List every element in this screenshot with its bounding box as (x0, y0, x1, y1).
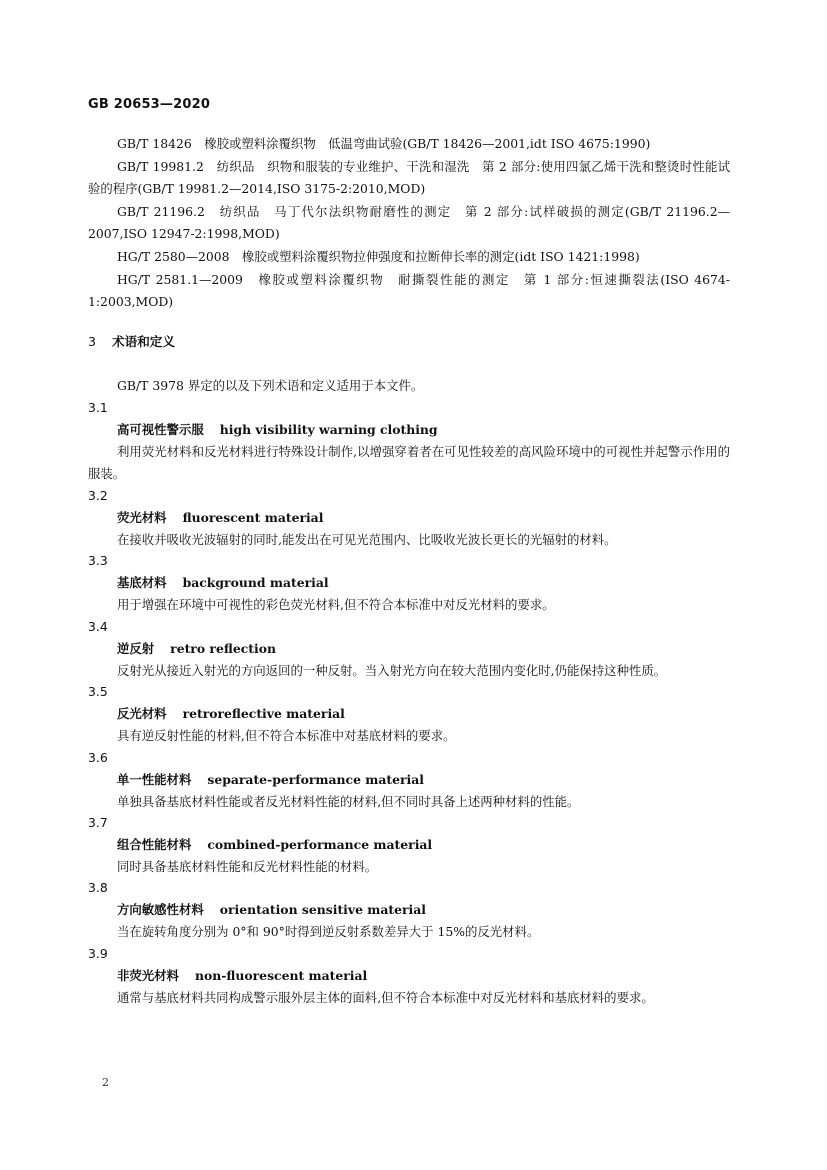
reference-entry: GB/T 19981.2 纺织品 织物和服装的专业维护、干洗和湿洗 第 2 部分:使用四氯乙烯干洗和整烫时性能试验的程序(GB/T 19981.2—2014,ISO 3175-2:2010,MOD) (88, 159, 730, 196)
term-number: 3.3 (88, 553, 108, 569)
term-number: 3.9 (88, 945, 108, 961)
term-definition: 反射光从接近入射光的方向返回的一种反射。当入射光方向在较大范围内变化时,仍能保持这种性质。 (117, 662, 667, 678)
term-name-zh: 逆反射 (117, 640, 155, 656)
term-name-zh: 方向敏感性材料 (117, 902, 204, 918)
term-name (88, 834, 730, 856)
term-number: 3.4 (88, 618, 108, 634)
term-name-zh: 高可视性警示服 (117, 422, 204, 437)
term-definition: 具有逆反射性能的材料,但不符合本标准中对基底材料的要求。 (117, 728, 456, 744)
term-name-zh: 荧光材料 (117, 510, 167, 525)
section-title: 术语和定义 (112, 334, 175, 349)
term-number: 3.7 (88, 814, 108, 830)
term-number: 3.5 (88, 684, 108, 700)
term-name-en: retroreflective material (182, 706, 345, 722)
section-intro: GB/T 3978 界定的以及下列术语和定义适用于本文件。 (117, 378, 424, 393)
term-number: 3.6 (88, 749, 108, 765)
term-name (88, 572, 730, 594)
term-name-zh: 基底材料 (117, 575, 167, 591)
term-name-en: high visibility warning clothing (219, 422, 438, 437)
term-entry (88, 747, 730, 812)
term-name-en: fluorescent material (182, 510, 324, 525)
term-name (88, 965, 730, 987)
term-name-en: background material (182, 575, 329, 591)
term-name-zh: 非荧光材料 (117, 967, 179, 983)
normative-references-list (88, 133, 730, 314)
term-definition: 利用荧光材料和反光材料进行特殊设计制作,以增强穿着者在可见性较差的高风险环境中的可视性并起警示作用的服装。 (88, 444, 730, 481)
term-name-en: combined-performance material (207, 836, 433, 852)
section-heading (88, 331, 175, 350)
reference-entry: GB/T 18426 橡胶或塑料涂覆织物 低温弯曲试验(GB/T 18426—2001,idt ISO 4675:1990) (117, 136, 651, 151)
term-name (88, 419, 730, 441)
term-definition: 同时具备基底材料性能和反光材料性能的材料。 (117, 858, 378, 874)
term-number: 3.2 (88, 488, 108, 503)
term-name-zh: 单一性能材料 (117, 771, 192, 787)
term-name-en: non-fluorescent material (194, 967, 368, 983)
term-entry (88, 616, 730, 681)
term-name-en: separate-performance material (207, 771, 425, 787)
term-definition: 当在旋转角度分别为 0°和 90°时得到逆反射系数差异大于 15%的反光材料。 (117, 924, 540, 940)
term-entry (88, 877, 730, 942)
term-name-zh: 组合性能材料 (117, 836, 192, 852)
term-number: 3.8 (88, 880, 108, 896)
term-entry (88, 397, 730, 485)
term-name-en: orientation sensitive material (219, 902, 426, 918)
term-name (88, 769, 730, 791)
reference-entry: GB/T 21196.2 纺织品 马丁代尔法织物耐磨性的测定 第 2 部分:试样破损的测定(GB/T 21196.2—2007,ISO 12947-2:1998,MOD) (88, 204, 730, 241)
term-definition: 通常与基底材料共同构成警示服外层主体的面料,但不符合本标准中对反光材料和基底材料的要求。 (117, 989, 654, 1005)
term-entry (88, 681, 730, 746)
term-name (88, 638, 730, 660)
term-name (88, 703, 730, 725)
standard-code-header: GB 20653—2020 (88, 97, 211, 112)
term-entry (88, 943, 730, 1031)
term-definition: 在接收并吸收光波辐射的同时,能发出在可见光范围内、比吸收光波长更长的光辐射的材料。 (117, 532, 617, 547)
term-definition: 用于增强在环境中可视性的彩色荧光材料,但不符合本标准中对反光材料的要求。 (117, 597, 555, 613)
term-entry (88, 485, 730, 550)
page-number: 2 (102, 1076, 109, 1089)
term-definition: 单独具备基底材料性能或者反光材料性能的材料,但不同时具备上述两种材料的性能。 (117, 793, 580, 809)
reference-entry: HG/T 2581.1—2009 橡胶或塑料涂覆织物 耐撕裂性能的测定 第 1 部分:恒速撕裂法(ISO 4674-1:2003,MOD) (88, 272, 730, 309)
term-name (88, 507, 730, 529)
reference-entry: HG/T 2580—2008 橡胶或塑料涂覆织物拉伸强度和拉断伸长率的测定(idt ISO 1421:1998) (117, 249, 640, 264)
term-number: 3.1 (88, 400, 108, 415)
terms-list (88, 397, 730, 1031)
term-name (88, 899, 730, 921)
section-number: 3 (88, 334, 97, 349)
term-name-en: retro reflection (170, 640, 276, 656)
term-name-zh: 反光材料 (117, 706, 167, 722)
term-entry (88, 812, 730, 877)
term-entry (88, 550, 730, 615)
